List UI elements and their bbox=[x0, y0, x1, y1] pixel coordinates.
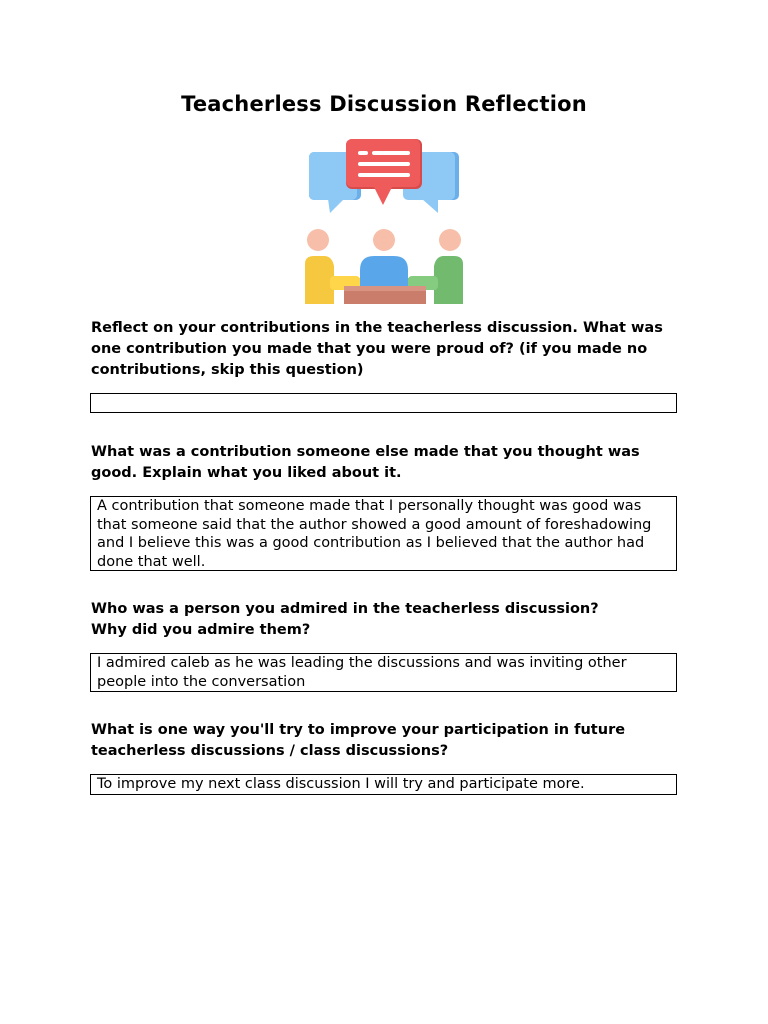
question-1-prompt: Reflect on your contributions in the teacherless discussion. What was one contribution you made that you were proud of? (if you made no contributions, skip this question) bbox=[91, 320, 663, 378]
question-2-prompt: What was a contribution someone else made that you thought was good. Explain what you liked about it. bbox=[91, 444, 640, 481]
question-1-answer-field[interactable] bbox=[90, 393, 677, 413]
question-4-prompt: What is one way you'll try to improve your participation in future teacherless discussions / class discussions? bbox=[91, 722, 626, 759]
page-title: Teacherless Discussion Reflection bbox=[181, 92, 587, 116]
question-4-answer-field[interactable]: To improve my next class discussion I will try and participate more. bbox=[90, 774, 677, 795]
group-discussion-icon bbox=[304, 136, 466, 304]
question-2-answer-field[interactable]: A contribution that someone made that I personally thought was good was that someone said that the author showed a good amount of foreshadowing and I believe this was a good contribution as I believed that the author had done that well. bbox=[90, 496, 677, 571]
question-3-answer-field[interactable]: I admired caleb as he was leading the discussions and was inviting other people into the conversation bbox=[90, 653, 677, 692]
question-3-prompt: Who was a person you admired in the teacherless discussion? Why did you admire them? bbox=[91, 601, 599, 638]
